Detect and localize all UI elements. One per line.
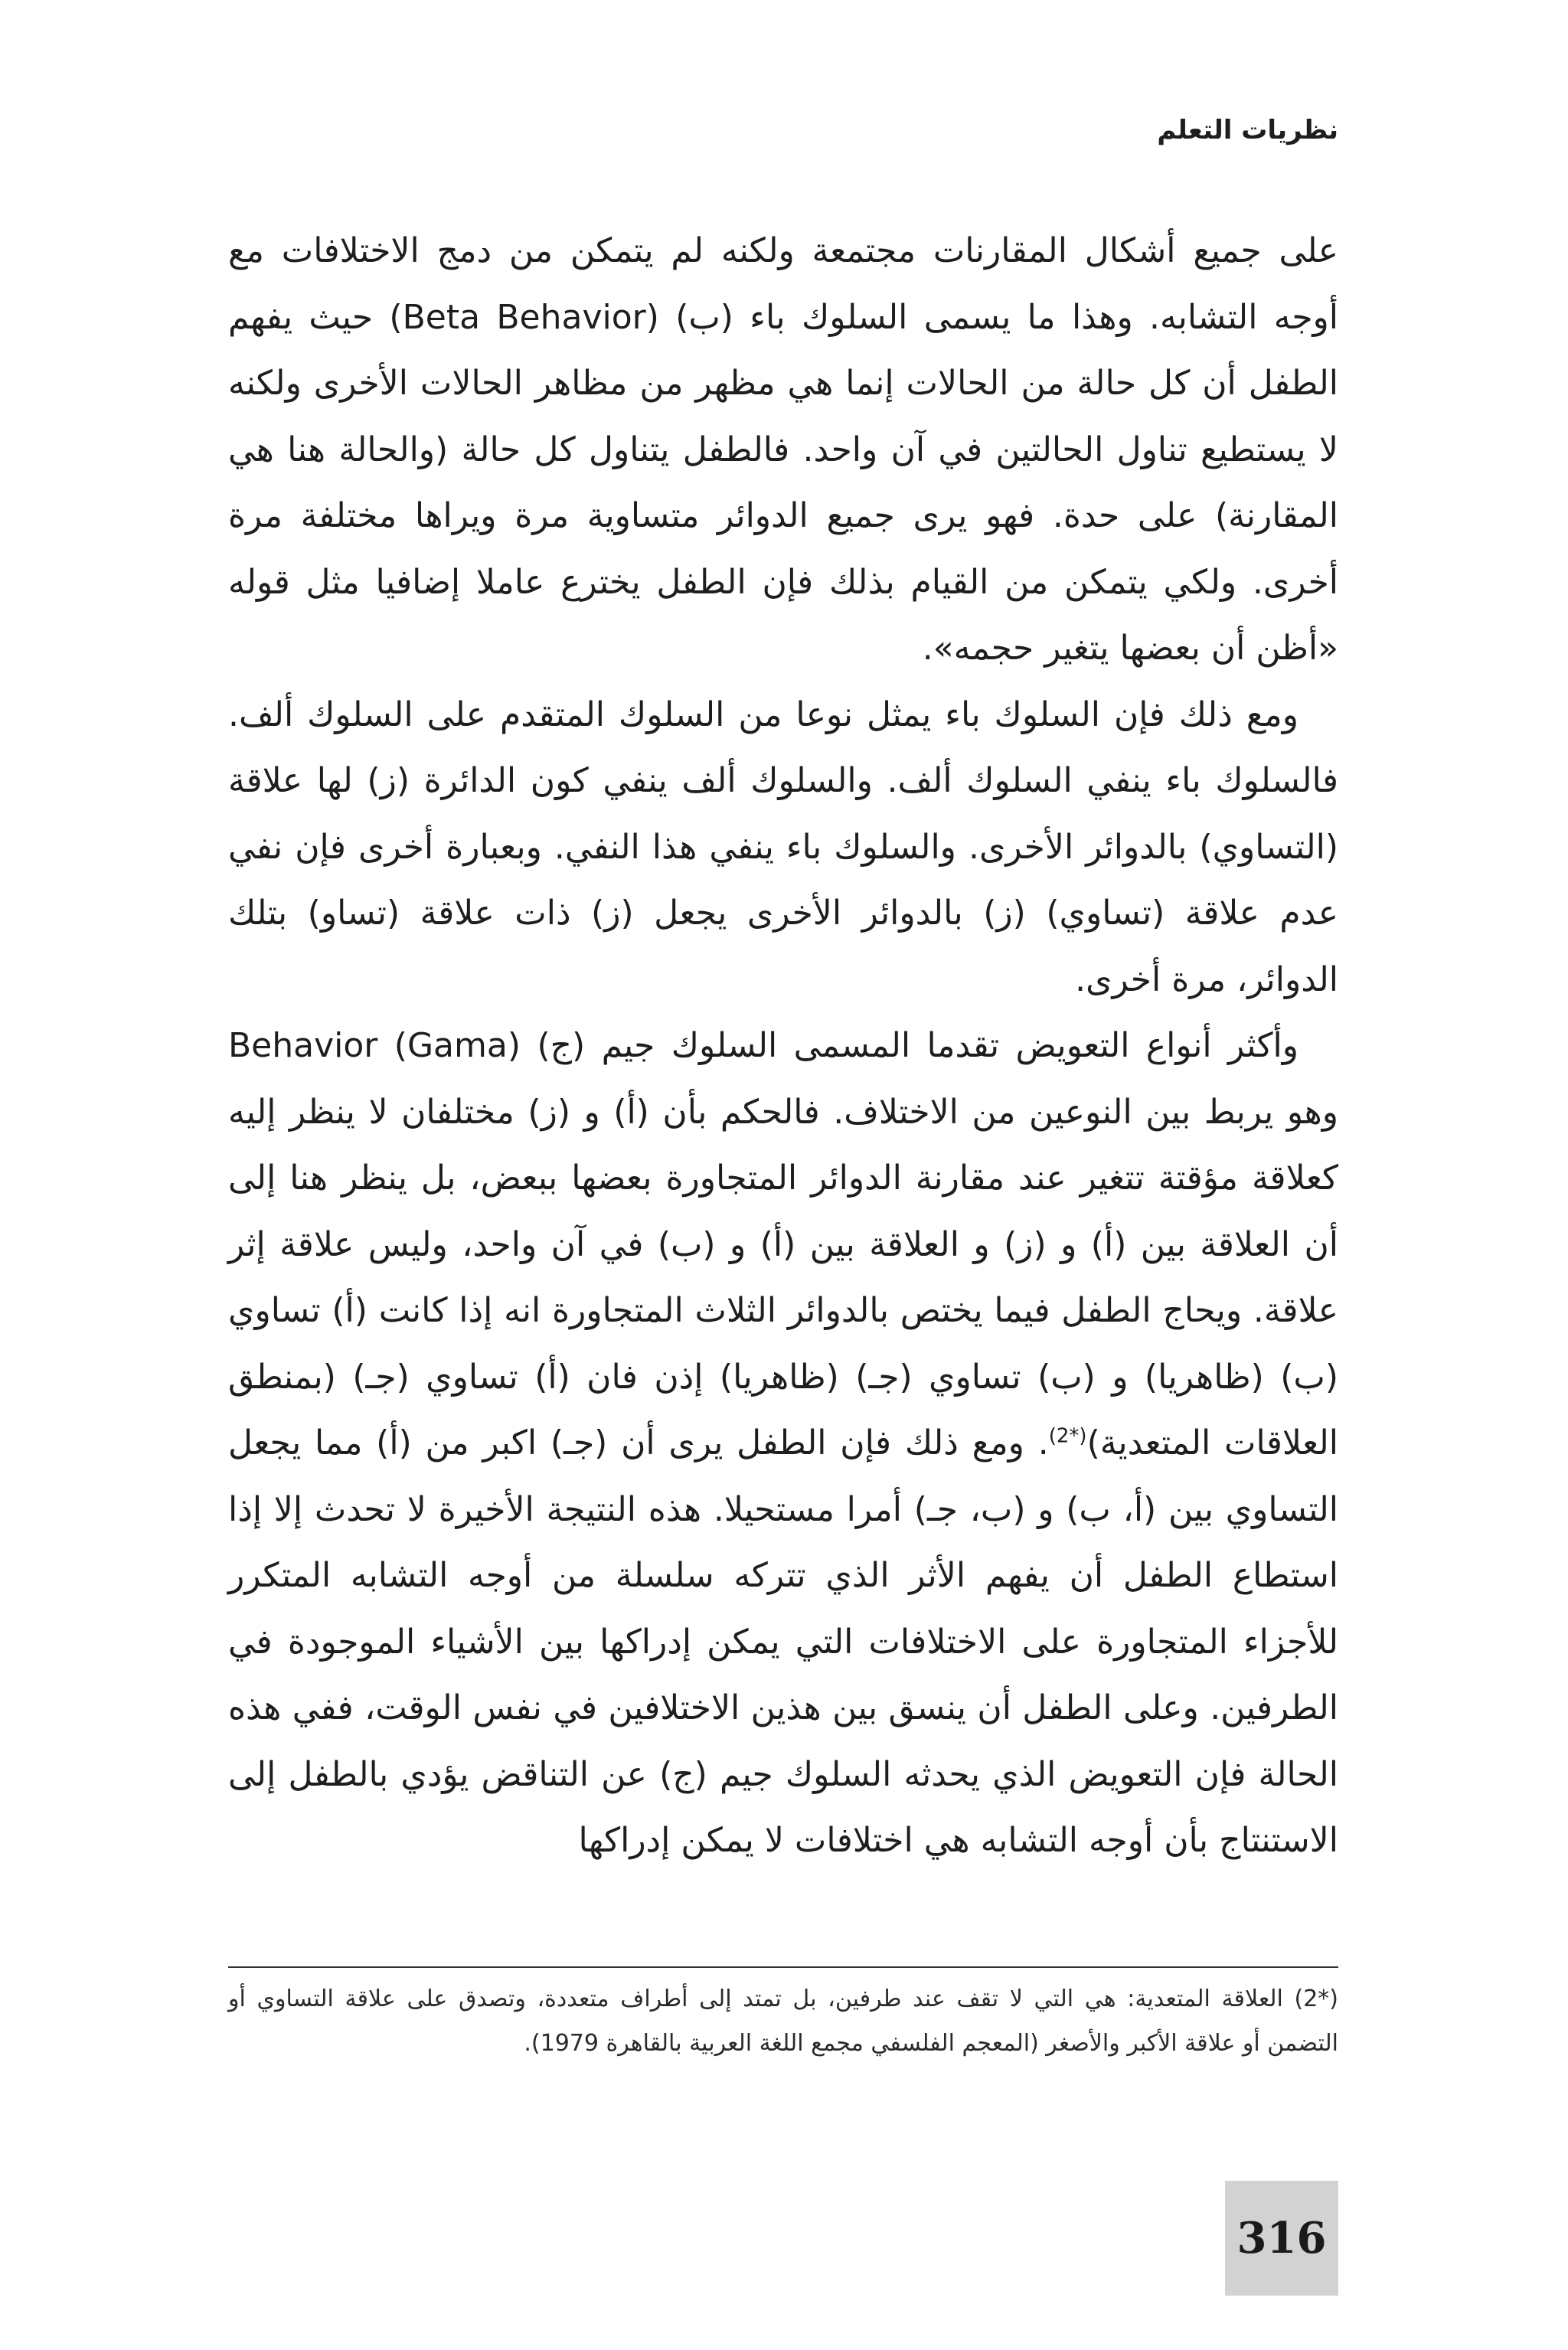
paragraph-3 [228, 1013, 1338, 1874]
paragraph-1: على جميع أشكال المقارنات مجتمعة ولكنه لم يتمكن من دمج الاختلافات مع أوجه التشابه. وهذا ما يسمى السلوك باء (ب) (Beta Behavior) حيث يفهم الطفل أن كل حالة من الحالات إنما هي مظهر من مظاهر الحالات الأخرى ولكنه لا يستطيع تناول الحالتين في آن واحد. فالطفل يتناول كل حالة (والحالة هنا هي المقارنة) على حدة. فهو يرى جميع الدوائر متساوية مرة ويراها مختلفة مرة أخرى. ولكي يتمكن من القيام بذلك فإن الطفل يخترع عاملا إضافيا مثل قوله «أظن أن بعضها يتغير حجمه». [228, 231, 1338, 668]
running-header: نظريات التعلم [1157, 115, 1338, 145]
footnote: (*2) العلاقة المتعدية: هي التي لا تقف عند طرفين، بل تمتد إلى أطراف متعددة، وتصدق على علاقة التساوي أو التضمن أو علاقة الأكبر والأصغر (المعجم الفلسفي مجمع اللغة العربية بالقاهرة 1979). [228, 1986, 1338, 2057]
body-text [228, 218, 1338, 1874]
footnote-reference[interactable]: (*2) [1048, 1424, 1087, 1448]
paragraph-2: ومع ذلك فإن السلوك باء يمثل نوعا من السلوك المتقدم على السلوك ألف. فالسلوك باء ينفي السلوك ألف. والسلوك ألف ينفي كون الدائرة (ز) لها علاقة (التساوي) بالدوائر الأخرى. والسلوك باء ينفي هذا النفي. وبعبارة أخرى فإن نفي عدم علاقة (تساوي) (ز) بالدوائر الأخرى يجعل (ز) ذات علاقة (تساو) بتلك الدوائر، مرة أخرى. [228, 695, 1338, 999]
page-number: 316 [1236, 2213, 1327, 2263]
paragraph-3-continuation: . ومع ذلك فإن الطفل يرى أن (جـ) اكبر من (أ) مما يجعل التساوي بين (أ، ب) و (ب، جـ) أمرا مستحيلا. هذه النتيجة الأخيرة لا تحدث إلا إذا استطاع الطفل أن يفهم الأثر الذي تتركه سلسلة من أوجه التشابه المتكرر للأجزاء المتجاورة على الاختلافات التي يمكن إدراكها بين الأشياء الموجودة في الطرفين. وعلى الطفل أن ينسق بين هذين الاختلافين في نفس الوقت، ففي هذه الحالة فإن التعويض الذي يحدثه السلوك جيم (ج) عن التناقض يؤدي بالطفل إلى الاستنتاج بأن أوجه التشابه هي اختلافات لا يمكن إدراكها [228, 1423, 1338, 1860]
paragraph-3-text: وأكثر أنواع التعويض تقدما المسمى السلوك جيم (ج) (Behavior (Gama وهو يربط بين النوعين من الاختلاف. فالحكم بأن (أ) و (ز) مختلفان لا ينظر إليه كعلاقة مؤقتة تتغير عند مقارنة الدوائر المتجاورة بعضها ببعض، بل ينظر هنا إلى أن العلاقة بين (أ) و (ز) و العلاقة بين (أ) و (ب) في آن واحد، وليس علاقة إثر علاقة. ويحاج الطفل فيما يختص بالدوائر الثلاث المتجاورة انه إذا كانت (أ) تساوي (ب) (ظاهريا) و (ب) تساوي (جـ) (ظاهريا) إذن فان (أ) تساوي (جـ) (بمنطق العلاقات المتعدية) [228, 1026, 1338, 1463]
page-number-box [1225, 2181, 1338, 2296]
footnote-divider [228, 1966, 1338, 1968]
